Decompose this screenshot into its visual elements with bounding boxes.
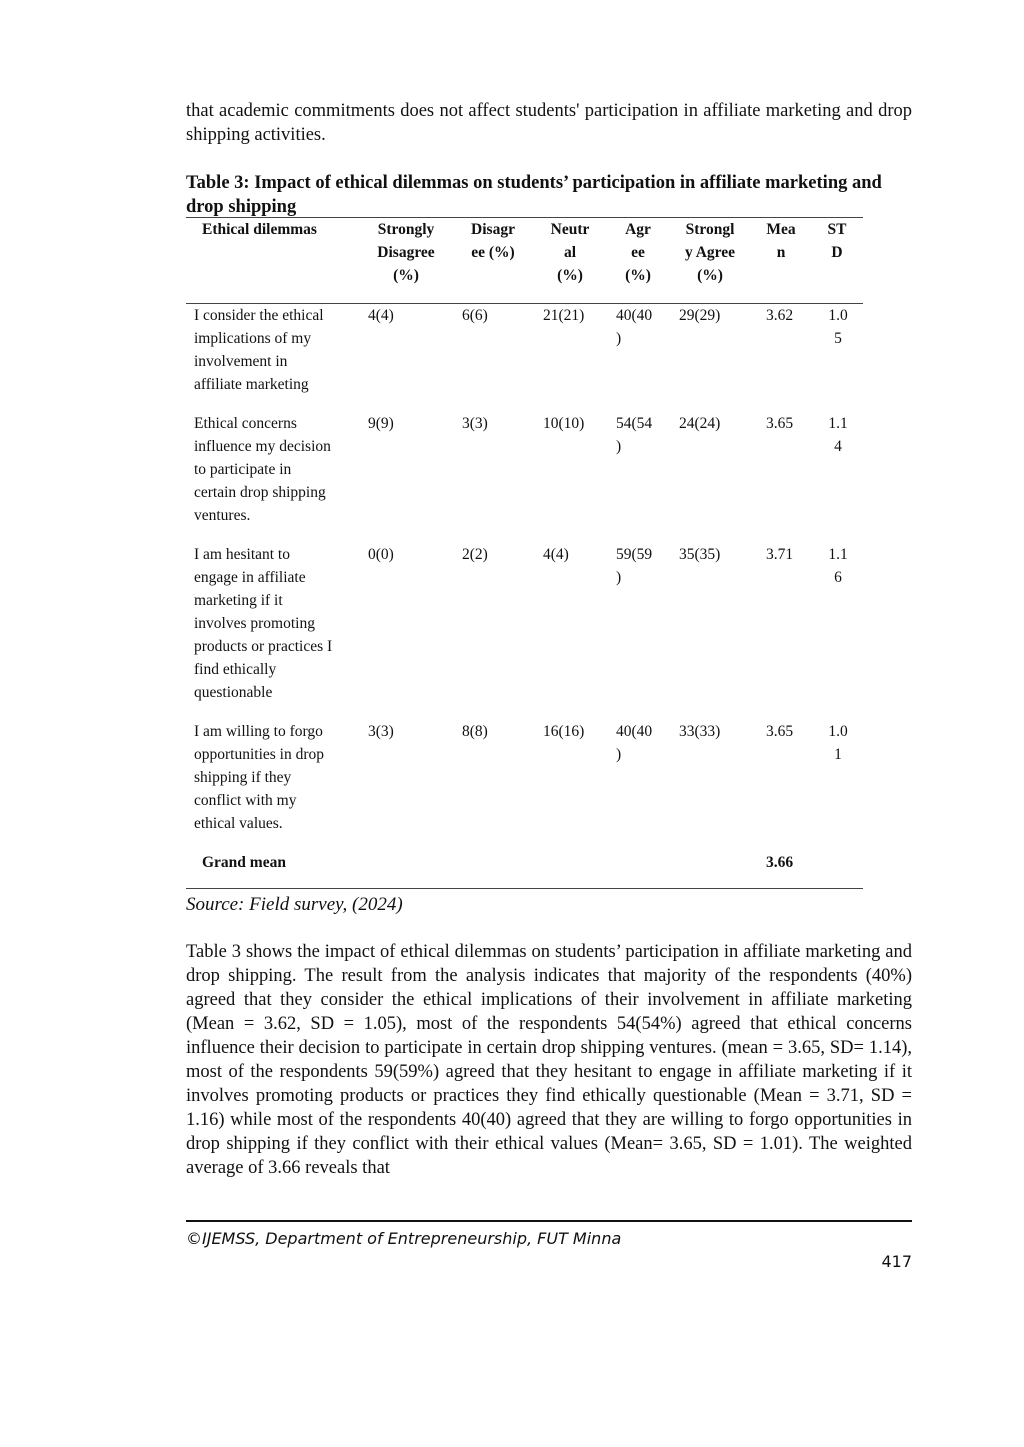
cell-strongly-disagree: 0(0)	[368, 546, 394, 563]
header-ethical-dilemmas: Ethical dilemmas	[202, 221, 317, 238]
cell-mean: 3.65	[766, 723, 794, 740]
table-caption: Table 3: Impact of ethical dilemmas on students’ participation in affiliate marketing and drop shipping	[186, 173, 882, 217]
header-mean: Mea n	[766, 221, 796, 261]
page-number: 417	[881, 1252, 912, 1271]
footer-rule	[186, 1220, 912, 1222]
grand-mean-label: Grand mean	[202, 854, 286, 871]
cell-neutral: 16(16)	[543, 723, 585, 740]
table-source: Source: Field survey, (2024)	[186, 894, 403, 915]
cell-neutral: 10(10)	[543, 415, 585, 432]
grand-mean-value: 3.66	[766, 854, 794, 871]
cell-disagree: 2(2)	[462, 546, 488, 563]
header-neutral: Neutr al (%)	[550, 221, 590, 284]
cell-std: 1.1 4	[828, 415, 848, 455]
cell-disagree: 8(8)	[462, 723, 488, 740]
cell-strongly-agree: 35(35)	[679, 546, 721, 563]
cell-strongly-agree: 24(24)	[679, 415, 721, 432]
cell-std: 1.1 6	[828, 546, 848, 586]
header-strongly-agree: Strongl y Agree (%)	[684, 221, 736, 284]
cell-strongly-disagree: 9(9)	[368, 415, 394, 432]
table-bottom-rule	[186, 888, 863, 889]
cell-agree: 54(54 )	[616, 415, 653, 455]
header-strongly-disagree: Strongly Disagree (%)	[377, 221, 435, 284]
cell-neutral: 21(21)	[543, 307, 585, 324]
cell-mean: 3.62	[766, 307, 794, 324]
header-agree: Agr ee (%)	[625, 221, 651, 284]
cell-strongly-disagree: 4(4)	[368, 307, 394, 324]
cell-agree: 40(40 )	[616, 307, 653, 347]
cell-strongly-agree: 29(29)	[679, 307, 721, 324]
cell-mean: 3.65	[766, 415, 794, 432]
cell-std: 1.0 1	[828, 723, 848, 763]
table-row-label: I am willing to forgo opportunities in drop shipping if they conflict with my ethical values.	[194, 723, 325, 832]
cell-strongly-disagree: 3(3)	[368, 723, 394, 740]
cell-agree: 59(59 )	[616, 546, 653, 586]
cell-std: 1.0 5	[828, 307, 848, 347]
table-row-label: Ethical concerns influence my decision to participate in certain drop shipping ventures.	[194, 415, 331, 524]
cell-neutral: 4(4)	[543, 546, 569, 563]
intro-paragraph: that academic commitments does not affect students' participation in affiliate marketing and drop shipping activities.	[186, 101, 912, 145]
header-disagree: Disagr ee (%)	[471, 221, 515, 261]
body-paragraph: Table 3 shows the impact of ethical dilemmas on students’ participation in affiliate marketing and drop shipping. The result from the analysis indicates that majority of the respondents (40%) agreed that they consider the ethical implications of their involvement in affiliate marketing (Mean = 3.62, SD = 1.05), most of the respondents 54(54%) agreed that ethical concerns influence their decision to participate in certain drop shipping ventures. (mean = 3.65, SD= 1.14), most of the respondents 59(59%) agreed that they hesitant to engage in affiliate marketing if it involves promoting products or practices they find ethically questionable (Mean = 3.71, SD = 1.16) while most of the respondents 40(40) agreed that they are willing to forgo opportunities in drop shipping if they conflict with their ethical values (Mean= 3.65, SD = 1.01). The weighted average of 3.66 reveals that	[186, 942, 912, 1178]
footer-text: ©IJEMSS, Department of Entrepreneurship, FUT Minna	[186, 1229, 622, 1248]
cell-disagree: 6(6)	[462, 307, 488, 324]
cell-agree: 40(40 )	[616, 723, 653, 763]
table-row-label: I am hesitant to engage in affiliate marketing if it involves promoting products or practices I find ethically questionable	[194, 546, 333, 701]
header-std: ST D	[827, 221, 847, 261]
cell-mean: 3.71	[766, 546, 794, 563]
cell-disagree: 3(3)	[462, 415, 488, 432]
table-row-label: I consider the ethical implications of my involvement in affiliate marketing	[194, 307, 324, 393]
cell-strongly-agree: 33(33)	[679, 723, 721, 740]
